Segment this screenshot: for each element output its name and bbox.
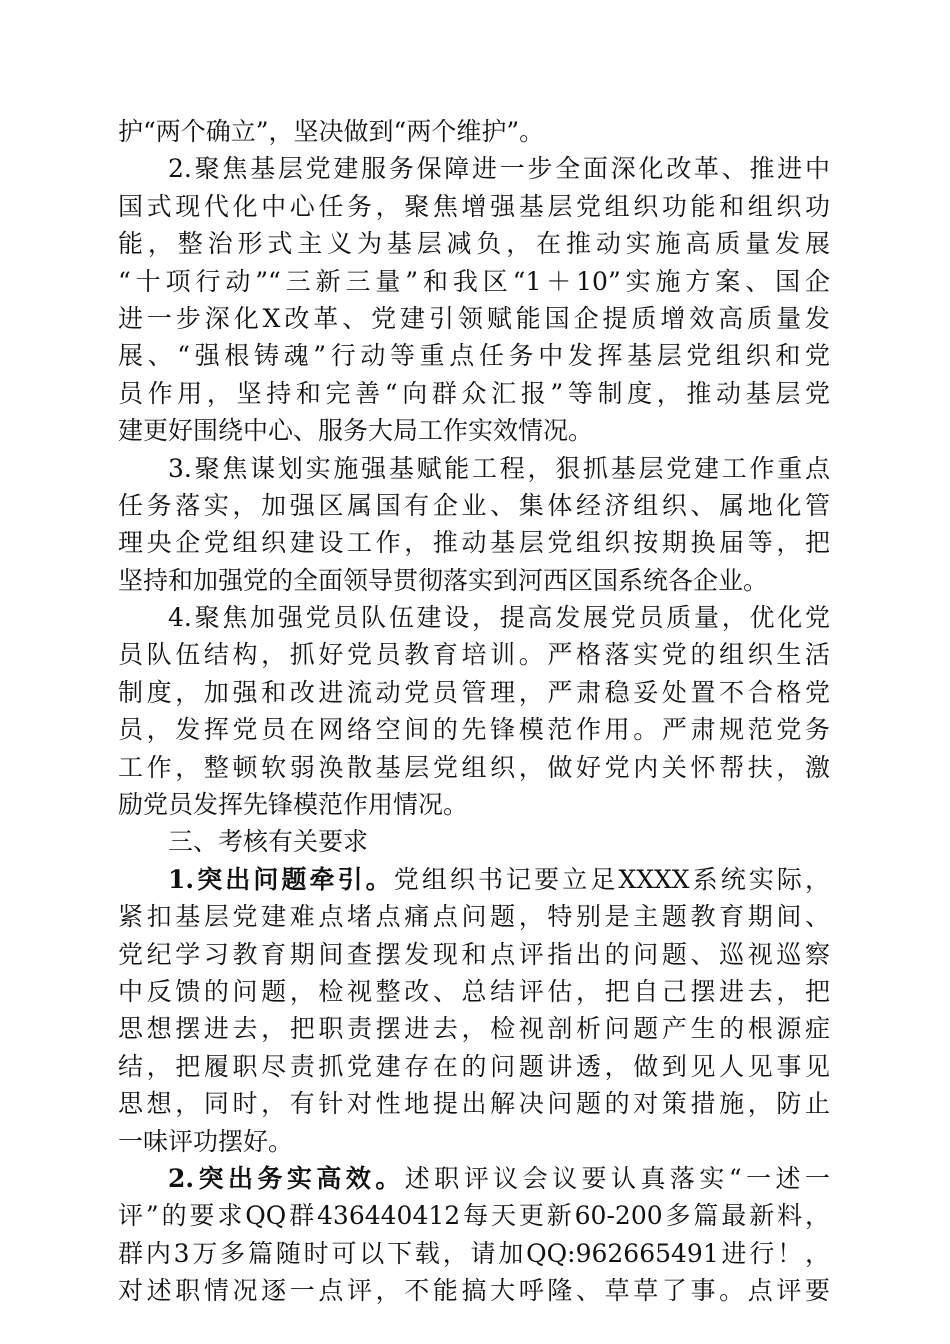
text-line [118,188,830,225]
text-line [118,487,830,524]
text-line [118,786,830,823]
text-line [118,300,830,337]
text-line [118,1235,830,1272]
line-text: 3.聚焦谋划实施强基赋能工程，狠抓基层党建工作重点 [168,453,830,483]
text-line [118,263,830,300]
line-text: 员，发挥党员在网络空间的先锋模范作用。严肃规范党务 [118,715,830,745]
line-text: 述职评议会议要认真落实“一述一 [404,1163,830,1193]
text-line [118,113,830,150]
line-text: 4.聚焦加强党员队伍建设，提高发展党员质量，优化党 [168,603,830,633]
line-text: 党纪学习教育期间查摆发现和点评指出的问题、巡视巡察 [118,939,830,969]
line-text: 2.聚焦基层党建服务保障进一步全面深化改革、推进中 [168,154,830,184]
line-text: 三、考核有关要求 [168,827,369,857]
line-text: 结，把履职尽责抓党建存在的问题讲透，做到见人见事见 [118,1051,830,1081]
line-text: 进一步深化X改革、党建引领赋能国企提质增效高质量发 [118,303,830,333]
section-heading [118,823,830,860]
text-line [118,1010,830,1047]
line-text: 理央企党组织建设工作，推动基层党组织按期换届等，把 [118,528,830,558]
text-line [118,562,830,599]
line-text: 对述职情况逐一点评，不能搞大呼隆、草草了事。点评要 [118,1276,830,1306]
line-text: 护“两个确立”，坚决做到“两个维护”。 [118,117,545,146]
text-line [118,1085,830,1122]
text-line [118,749,830,786]
line-text: 紧扣基层党建难点堵点痛点问题，特别是主题教育期间、 [118,902,830,932]
line-text: 坚持和加强党的全面领导贯彻落实到河西区国系统各企业。 [118,565,769,595]
line-text: 工作，整顿软弱涣散基层党组织，做好党内关怀帮扶，激 [118,752,830,782]
line-text: 建更好围绕中心、服务大局工作实效情况。 [118,416,594,446]
text-line [118,1123,830,1160]
text-line [118,1160,830,1197]
document-body [118,113,830,1310]
line-text: 评”的要求QQ群436440412每天更新60-200多篇最新料， [118,1201,830,1231]
line-text: 国式现代化中心任务，聚焦增强基层党组织功能和组织功 [118,191,830,221]
bold-lead: 2.突出务实高效。 [168,1163,405,1193]
line-text: 群内3万多篇随时可以下载，请加QQ:962665491进行！， [118,1238,830,1268]
line-text: 制度，加强和改进流动党员管理，严肃稳妥处置不合格党 [118,677,830,707]
line-text: 党组织书记要立足XXXX系统实际， [393,864,830,894]
text-line [118,936,830,973]
text-line [118,973,830,1010]
text-line [118,599,830,636]
text-line [118,674,830,711]
text-line [118,898,830,935]
text-line [118,636,830,673]
text-line [118,412,830,449]
text-line [118,711,830,748]
line-text: 中反馈的问题，检视整改、总结评估，把自己摆进去，把 [118,976,830,1006]
line-text: 思想摆进去，把职责摆进去，检视剖析问题产生的根源症 [118,1014,830,1044]
text-line [118,150,830,187]
line-text: 展、“强根铸魂”行动等重点任务中发挥基层党组织和党 [118,341,830,371]
text-line [118,524,830,561]
text-line [118,337,830,374]
text-line [118,1197,830,1234]
line-text: 员作用，坚持和完善“向群众汇报”等制度，推动基层党 [118,378,830,408]
line-text: “十项行动”“三新三量”和我区“1＋10”实施方案、国企 [118,266,830,296]
line-text: 员队伍结构，抓好党员教育培训。严格落实党的组织生活 [118,640,830,670]
text-line [118,1048,830,1085]
line-text: 一味评功摆好。 [118,1126,294,1156]
text-line [118,861,830,898]
line-text: 思想，同时，有针对性地提出解决问题的对策措施，防止 [118,1089,830,1119]
line-text: 励党员发挥先锋模范作用情况。 [118,790,469,820]
text-line [118,450,830,487]
line-text: 能，整治形式主义为基层减负，在推动实施高质量发展 [118,229,830,259]
text-line [118,225,830,262]
line-text: 任务落实，加强区属国有企业、集体经济组织、属地化管 [118,490,830,520]
text-line [118,1272,830,1309]
text-line [118,375,830,412]
bold-lead: 1.突出问题牵引。 [168,864,394,894]
